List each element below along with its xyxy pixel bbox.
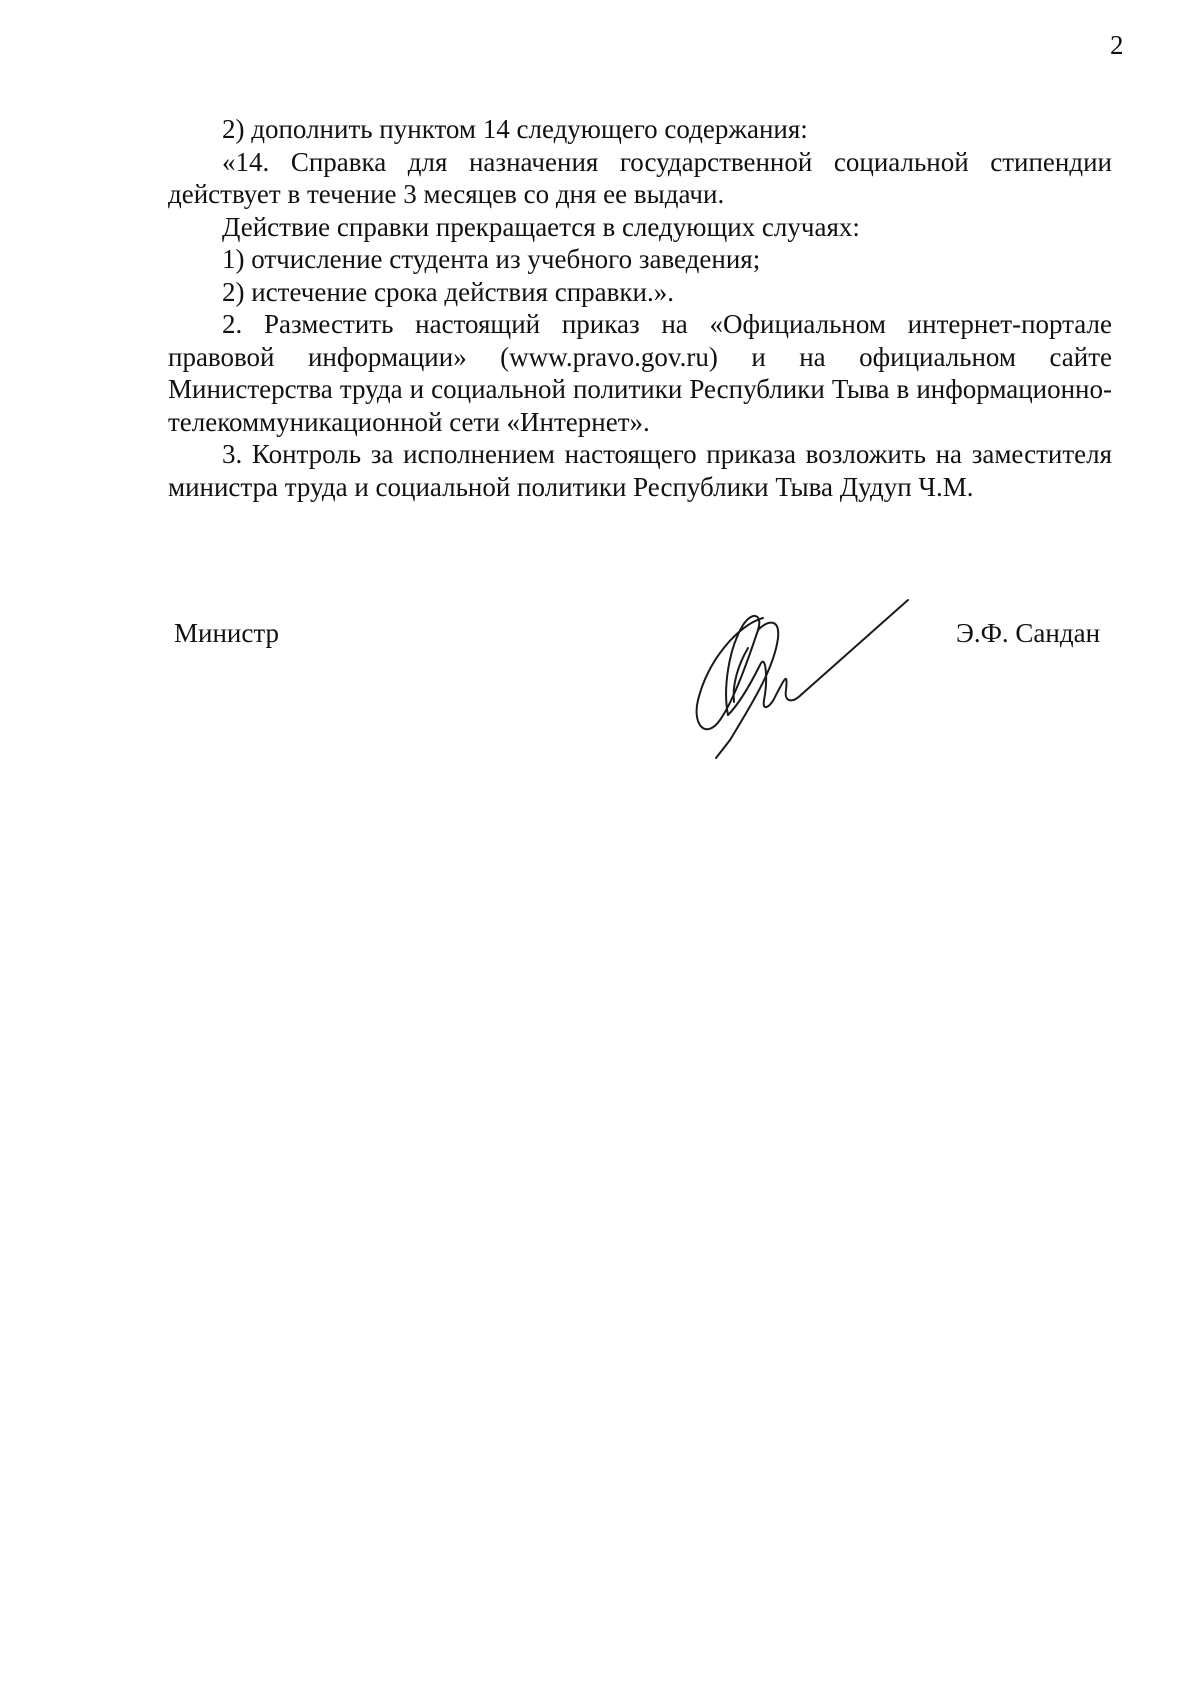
document-body bbox=[168, 113, 1112, 503]
paragraph-case-2: 2) истечение срока действия справки.». bbox=[222, 276, 674, 307]
page-number: 2 bbox=[1110, 30, 1124, 60]
paragraph-publication: 2. Разместить настоящий приказ на «Официальном интернет-портале правовой информации» (www.pravo.gov.ru) и на официальном сайте Министерства труда и социальной политики Республики Тыва в информационно-телекоммуникационной сети «Интернет». bbox=[168, 309, 1112, 437]
handwritten-signature bbox=[668, 590, 928, 765]
paragraph-amendment-intro: 2) дополнить пунктом 14 следующего содержания: bbox=[222, 114, 808, 144]
paragraph-termination-cases: Действие справки прекращается в следующих случаях: bbox=[222, 211, 860, 242]
paragraph-case-1: 1) отчисление студента из учебного заведения; bbox=[222, 244, 761, 274]
paragraph-control: 3. Контроль за исполнением настоящего приказа возложить на заместителя министра труда и социальной политики Республики Тыва Дудуп Ч.М. bbox=[168, 439, 1112, 502]
position-title: Министр bbox=[174, 618, 279, 648]
signature-block bbox=[0, 610, 1200, 760]
paragraph-item-14: «14. Справка для назначения государственной социальной стипендии действует в течение 3 месяцев со дня ее выдачи. bbox=[168, 146, 1112, 209]
signer-name: Э.Ф. Сандан bbox=[956, 618, 1101, 648]
